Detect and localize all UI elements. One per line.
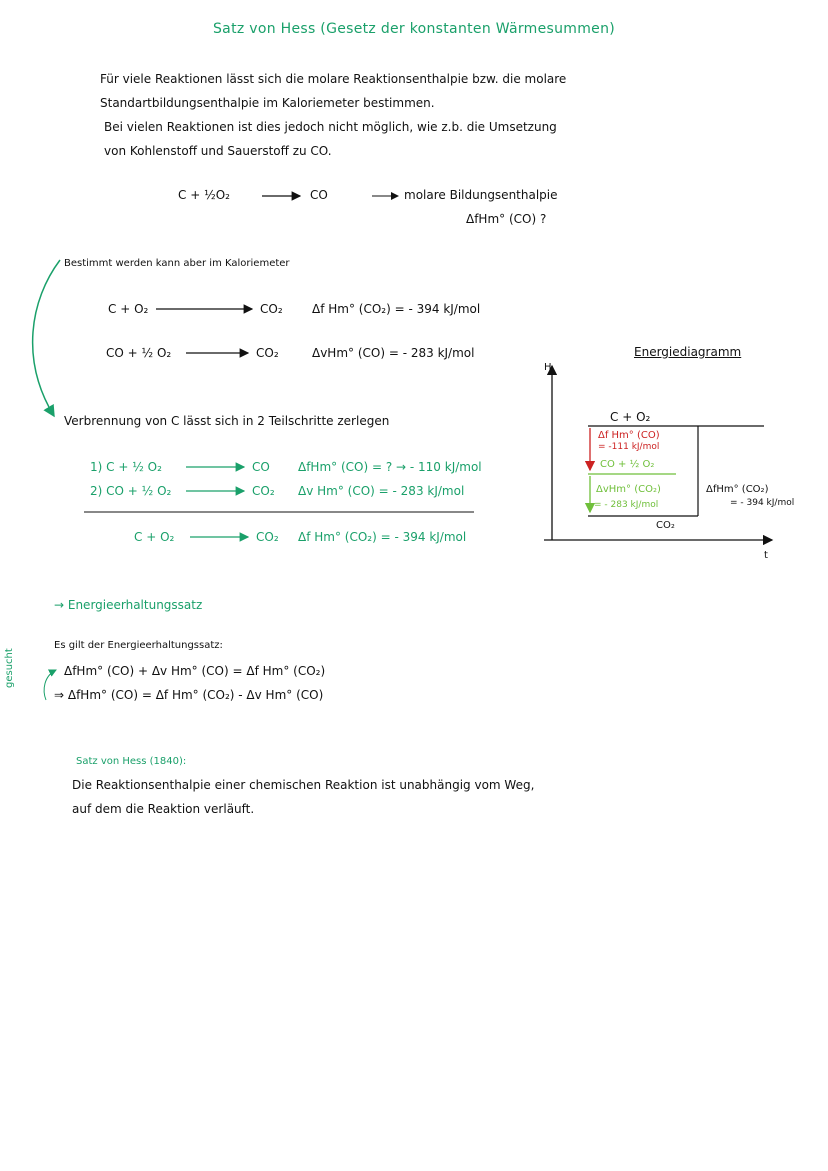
diagram-mid-level-label: CO + ½ O₂ xyxy=(600,459,655,470)
diagram-right-label-1: ΔfHm° (CO₂) xyxy=(706,484,769,495)
top-reaction-lhs: C + ½O₂ xyxy=(178,188,230,202)
diagram-green-label-1: ΔvHm° (CO₂) xyxy=(596,484,661,495)
top-reaction-note-2: ΔfHm° (CO) ? xyxy=(466,212,547,226)
step-sum-value: Δf Hm° (CO₂) = - 394 kJ/mol xyxy=(298,530,467,544)
step-2-value: Δv Hm° (CO) = - 283 kJ/mol xyxy=(298,484,465,498)
step-1-value: ΔfHm° (CO) = ? → - 110 kJ/mol xyxy=(298,460,482,474)
conservation-line-3: ⇒ ΔfHm° (CO) = Δf Hm° (CO₂) - Δv Hm° (CO) xyxy=(54,688,324,702)
diagram-top-level-label: C + O₂ xyxy=(610,410,651,424)
energy-heading: → Energieerhaltungssatz xyxy=(54,598,203,612)
conservation-line-1: Es gilt der Energieerhaltungssatz: xyxy=(54,640,223,651)
step-sum-rhs: CO₂ xyxy=(256,530,279,544)
page-title: Satz von Hess (Gesetz der konstanten Wärmesummen) xyxy=(213,21,616,37)
top-reaction-rhs: CO xyxy=(310,188,328,202)
top-reaction-note-1: molare Bildungsenthalpie xyxy=(404,188,558,202)
step-1-rhs: CO xyxy=(252,460,270,474)
calorimeter-r1-rhs: CO₂ xyxy=(260,302,283,316)
diagram-bottom-level-label: CO₂ xyxy=(656,520,675,531)
intro-line-2: Standartbildungsenthalpie im Kaloriemeter bestimmen. xyxy=(100,96,435,110)
diagram-y-axis-label: H xyxy=(544,362,552,373)
diagram-green-label-2: = - 283 kJ/mol xyxy=(594,500,659,510)
intro-line-4: von Kohlenstoff und Sauerstoff zu CO. xyxy=(104,144,332,158)
step-1-lhs: 1) C + ½ O₂ xyxy=(90,460,162,474)
gesucht-arrow xyxy=(44,670,56,700)
side-label-gesucht: gesucht xyxy=(4,648,15,688)
calorimeter-r2-value: ΔvHm° (CO) = - 283 kJ/mol xyxy=(312,346,475,360)
calorimeter-heading: Bestimmt werden kann aber im Kaloriemeter xyxy=(64,258,290,269)
step-2-lhs: 2) CO + ½ O₂ xyxy=(90,484,172,498)
hess-line-1: Die Reaktionsenthalpie einer chemischen Reaktion ist unabhängig vom Weg, xyxy=(72,778,535,792)
step-2-rhs: CO₂ xyxy=(252,484,275,498)
steps-heading: Verbrennung von C lässt sich in 2 Teilschritte zerlegen xyxy=(64,414,390,428)
intro-line-1: Für viele Reaktionen lässt sich die molare Reaktionsenthalpie bzw. die molare xyxy=(100,72,567,86)
diagram-red-label-2: = -111 kJ/mol xyxy=(598,442,660,452)
diagram-red-label-1: Δf Hm° (CO) xyxy=(598,430,660,441)
green-curve-arrow xyxy=(33,260,60,416)
calorimeter-r2-rhs: CO₂ xyxy=(256,346,279,360)
calorimeter-r2-lhs: CO + ½ O₂ xyxy=(106,346,172,360)
calorimeter-r1-lhs: C + O₂ xyxy=(108,302,149,316)
diagram-title: Energiediagramm xyxy=(634,345,742,359)
calorimeter-r1-value: Δf Hm° (CO₂) = - 394 kJ/mol xyxy=(312,302,481,316)
step-sum-lhs: C + O₂ xyxy=(134,530,175,544)
hess-line-2: auf dem die Reaktion verläuft. xyxy=(72,802,255,816)
diagram-right-label-2: = - 394 kJ/mol xyxy=(730,498,795,508)
conservation-line-2: ΔfHm° (CO) + Δv Hm° (CO) = Δf Hm° (CO₂) xyxy=(64,664,326,678)
hess-heading: Satz von Hess (1840): xyxy=(76,756,187,767)
intro-line-3: Bei vielen Reaktionen ist dies jedoch nicht möglich, wie z.b. die Umsetzung xyxy=(104,120,557,134)
diagram-x-axis-label: t xyxy=(764,550,768,561)
